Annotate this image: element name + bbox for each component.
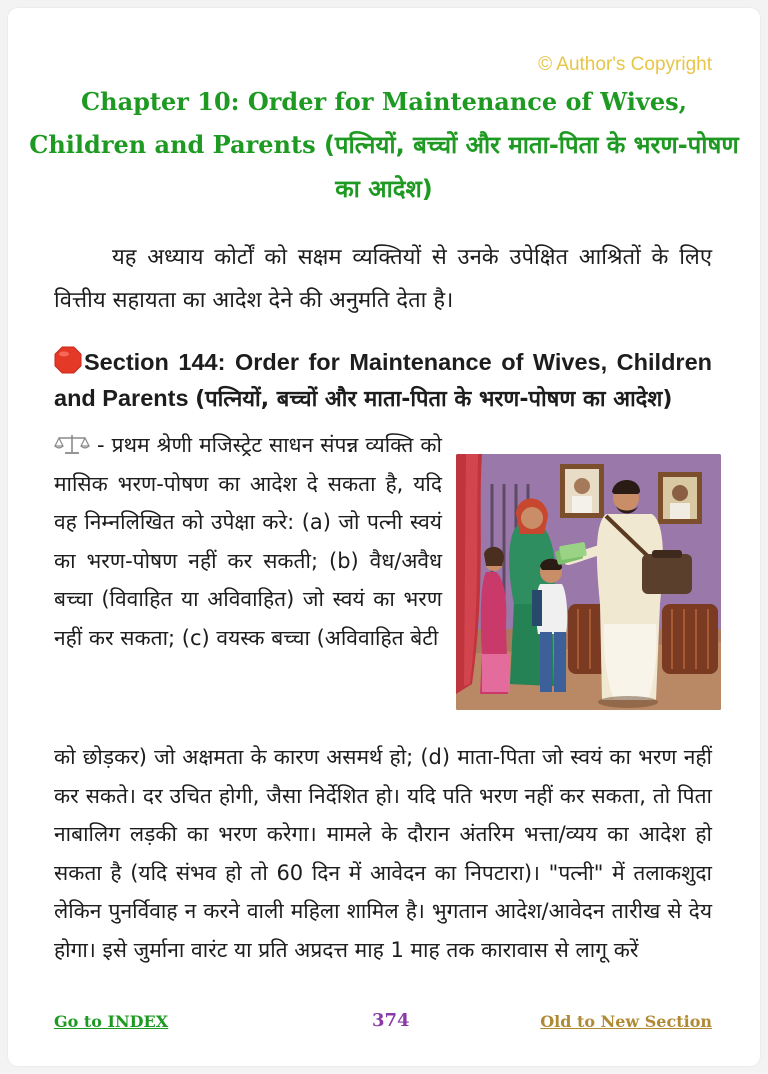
section-heading <box>54 344 712 418</box>
old-to-new-section-link[interactable]: Old to New Section <box>540 1012 712 1031</box>
page-number: 374 <box>372 1010 410 1031</box>
document-page <box>8 8 760 1066</box>
balance-scale-icon <box>54 433 90 455</box>
family-maintenance-illustration <box>456 454 721 710</box>
illustration-art <box>456 454 721 710</box>
section-heading-english: Section 144: Order for Maintenance of Wives, Children and Parents <box>54 349 712 411</box>
chapter-title-english: Chapter 10: Order for Maintenance of Wives, Children and Parents <box>29 87 687 159</box>
copyright-notice: © Author's Copyright <box>538 54 712 75</box>
page-footer <box>54 1008 712 1036</box>
stop-sign-icon <box>54 346 82 374</box>
chapter-title <box>28 80 740 211</box>
section-body-part1: - प्रथम श्रेणी मजिस्ट्रेट साधन संपन्न व्यक्ति को मासिक भरण-पोषण का आदेश दे सकता है, यदि वह निम्नलिखित को उपेक्षा करे: (a) जो पत्नी स्वयं का भरण-पोषण नहीं कर सकती; (b) वैध/अवैध बच्चा (विवाहित या अविवाहित) जो स्वयं का भरण नहीं कर सकता; (c) वयस्क बच्चा (अविवाहित बेटी <box>54 433 442 650</box>
chapter-intro: यह अध्याय कोर्टों को सक्षम व्यक्तियों से उनके उपेक्षित आश्रितों के लिए वित्तीय सहायता का आदेश देने की अनुमति देता है। <box>54 245 712 313</box>
section-body-column <box>54 426 442 657</box>
go-to-index-link[interactable]: Go to INDEX <box>54 1012 169 1031</box>
section-body-wide: को छोड़कर) जो अक्षमता के कारण असमर्थ हो; (d) माता-पिता जो स्वयं का भरण नहीं कर सकते। दर उचित होगी, जैसा निर्देशित हो। यदि पति भरण नहीं कर सकता, तो पिता नाबालिग लड़की का भरण करेगा। मामले के दौरान अंतरिम भत्ता/व्यय का आदेश हो सकता है (यदि संभव हो तो 60 दिन में आवेदन का निपटारा)। "पत्नी" में तलाकशुदा लेकिन पुनर्विवाह न करने वाली महिला शामिल है। भुगतान आदेश/आवेदन तारीख से देय होगा। इसे जुर्माना वारंट या प्रति अप्रदत्त माह 1 माह तक कारावास से लागू करें <box>54 745 712 962</box>
chapter-title-hindi: (पत्नियों, बच्चों और माता-पिता के भरण-पोषण का आदेश) <box>323 131 739 203</box>
section-heading-hindi: (पत्नियों, बच्चों और माता-पिता के भरण-पोषण का आदेश) <box>195 387 673 412</box>
